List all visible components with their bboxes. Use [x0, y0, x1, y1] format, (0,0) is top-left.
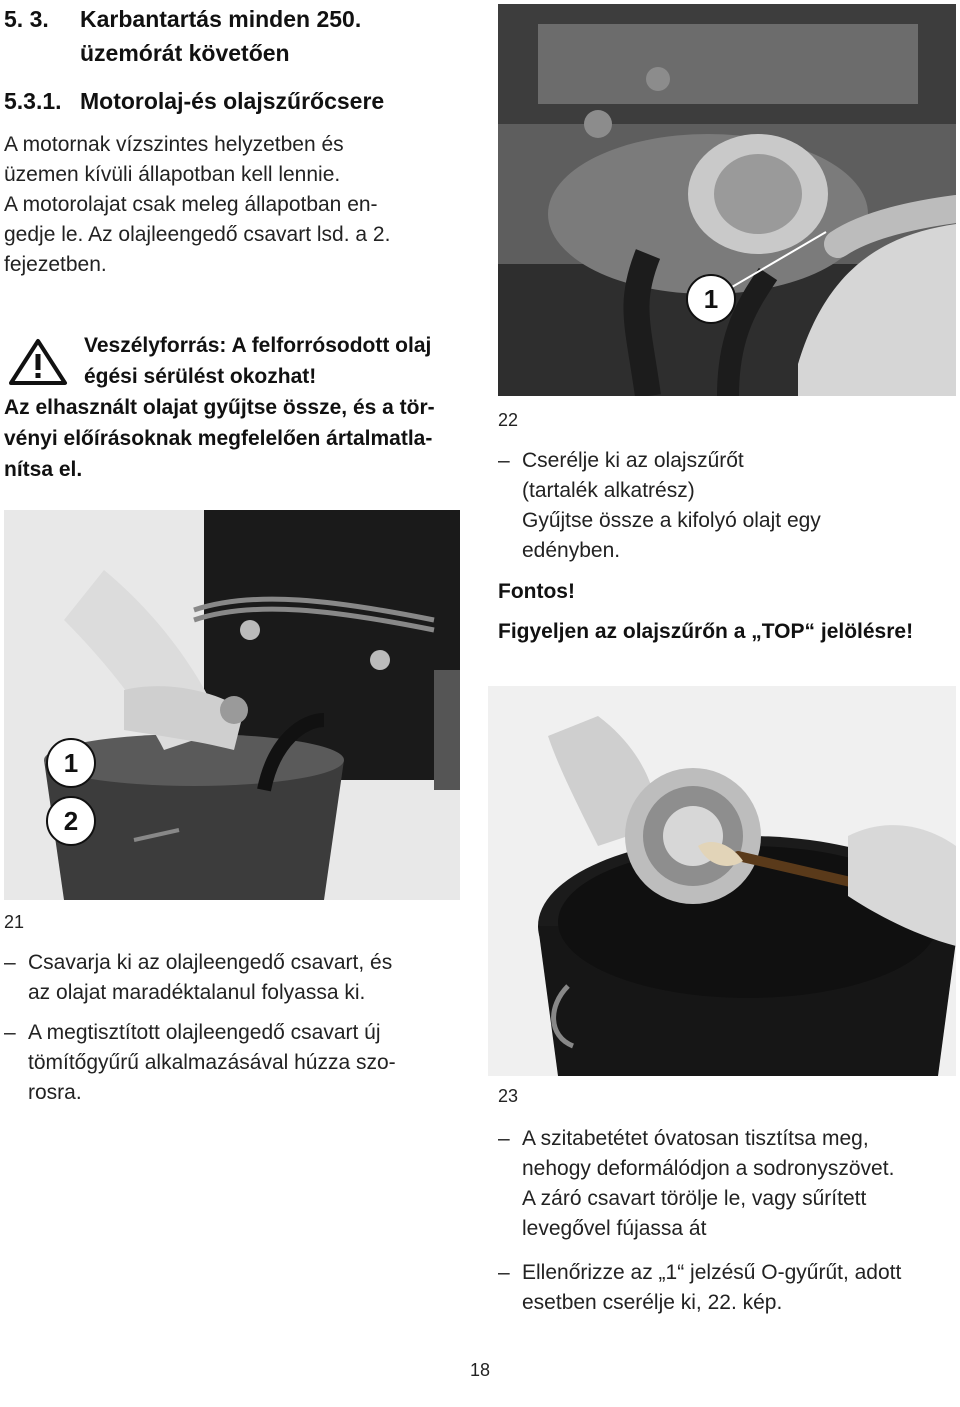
figure22-step — [498, 446, 956, 566]
intro-paragraph — [4, 130, 474, 280]
step-line: az olajat maradéktalanul folyassa ki. — [28, 981, 366, 1004]
warning-line: Veszélyforrás: A felforrósodott olaj — [84, 334, 432, 357]
figure23-instructions — [498, 1124, 956, 1318]
figure21-step — [4, 1018, 460, 1108]
section-number: 5. 3. — [4, 6, 49, 32]
important-label: Fontos! — [498, 580, 575, 603]
figure21-caption: 21 — [4, 912, 25, 932]
page-number: 18 — [469, 1360, 491, 1380]
figure21-instructions — [4, 948, 460, 1108]
warning-line: égési sérülést okozhat! — [84, 365, 317, 388]
list-dash: – — [4, 951, 16, 974]
figure23-step — [498, 1258, 956, 1318]
step-line: A megtisztított olajleengedő csavart új — [28, 1021, 381, 1044]
subsection-number: 5.3.1. — [4, 88, 62, 114]
warning-line: nítsa el. — [4, 458, 83, 481]
photo-strainer-cleaning — [488, 686, 956, 1076]
step-line: rosra. — [28, 1081, 82, 1104]
warning-line: vényi előírásoknak megfelelően ártalmatla- — [4, 427, 433, 450]
step-line: levegővel fújassa át — [522, 1217, 707, 1240]
subsection-title: Motorolaj-és olajszűrőcsere — [80, 88, 385, 114]
intro-line: gedje le. Az olajleengedő csavart lsd. a 2. — [4, 223, 391, 246]
figure21-callout-1: 1 — [46, 738, 96, 788]
step-line: (tartalék alkatrész) — [522, 479, 695, 502]
figure23-step — [498, 1124, 956, 1244]
figure22-instructions — [498, 446, 956, 566]
list-dash: – — [498, 1127, 510, 1150]
step-line: tömítőgyűrű alkalmazásával húzza szo- — [28, 1051, 396, 1074]
important-text: Figyeljen az olajszűrőn a „TOP“ jelölésre! — [498, 620, 914, 643]
intro-line: A motornak vízszintes helyzetben és — [4, 133, 344, 156]
step-line: Csavarja ki az olajleengedő csavart, és — [28, 951, 393, 974]
step-line: esetben cserélje ki, 22. kép. — [522, 1291, 783, 1314]
list-dash: – — [498, 1261, 510, 1284]
figure21-callout-2: 2 — [46, 796, 96, 846]
figure23-caption: 23 — [498, 1086, 519, 1106]
section-title-line2: üzemórát követően — [80, 40, 290, 66]
section-title-line1: Karbantartás minden 250. — [80, 6, 362, 32]
warning-block — [4, 330, 474, 485]
intro-line: A motorolajat csak meleg állapotban en- — [4, 193, 378, 216]
photo-oil-filter-engine — [498, 4, 956, 396]
step-line: nehogy deformálódjon a sodronyszövet. — [522, 1157, 895, 1180]
warning-line: Az elhasznált olajat gyűjtse össze, és a tör- — [4, 396, 435, 419]
step-line: Cserélje ki az olajszűrőt — [522, 449, 744, 472]
figure22-caption: 22 — [498, 410, 519, 430]
figure21-step — [4, 948, 460, 1008]
figure22-callout: 1 — [686, 274, 736, 324]
step-line: Gyűjtse össze a kifolyó olajt egy — [522, 509, 821, 532]
step-line: edényben. — [522, 539, 621, 562]
list-dash: – — [4, 1021, 16, 1044]
step-line: Ellenőrizze az „1“ jelzésű O-gyűrűt, adott — [522, 1261, 902, 1284]
step-line: A szitabetétet óvatosan tisztítsa meg, — [522, 1127, 869, 1150]
step-line: A záró csavart törölje le, vagy sűrített — [522, 1187, 867, 1210]
intro-line: fejezetben. — [4, 253, 107, 276]
intro-line: üzemen kívüli állapotban kell lennie. — [4, 163, 341, 186]
list-dash: – — [498, 449, 510, 472]
